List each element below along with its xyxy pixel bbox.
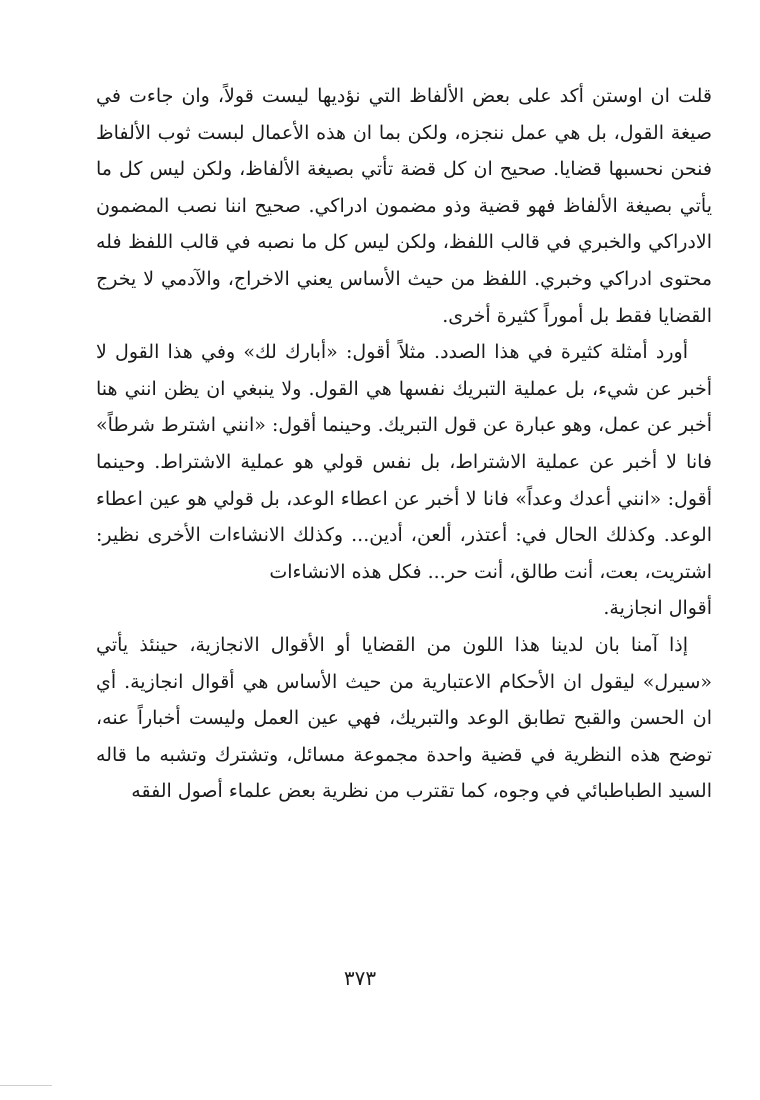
paragraph-4: إذا آمنا بان لدينا هذا اللون من القضايا أو الأقوال الانجازية، حينئذ يأتي «سيرل» ليقول ان الأحكام الاعتبارية من حيث الأساس هي أقوال انجازية. أي ان الحسن والقبح تطابق الوعد والتبريك، فهي عين العمل وليست أخباراً عنه، توضح هذه النظرية في قضية واحدة مجموعة مسائل، وتشترك وتشبه ما قاله السيد الطباطبائي في وجوه، كما تقترب من نظرية بعض علماء أصول الفقه bbox=[96, 633, 712, 803]
paragraph-2: أورد أمثلة كثيرة في هذا الصدد. مثلاً أقول: «أبارك لك» وفي هذا القول لا أخبر عن شيء، بل عملية التبريك نفسها هي القول. ولا ينبغي ان يظن انني هنا أخبر عن عمل، وهو عبارة عن قول التبريك. وحينما أقول: «انني اشترط شرطاً» فانا لا أخبر عن عملية الاشتراط، بل نفس قولي هو عملية الاشتراط. وحينما أقول: «انني أعدك وعداً» فانا لا أخبر عن اعطاء الوعد، بل قولي هو عين اعطاء الوعد. وكذلك الحال في: أعتذر، ألعن، أدين... وكذلك الانشاءات الأخرى نظير: اشتريت، بعت، أنت طالق، أنت حر... فكل هذه الانشاءات bbox=[96, 341, 712, 583]
paragraph-3: أقوال انجازية. bbox=[603, 597, 712, 620]
page-number: ٣٧٣ bbox=[343, 966, 377, 990]
page-body bbox=[96, 78, 712, 810]
scan-edge-line bbox=[0, 1085, 52, 1086]
paragraph-1: قلت ان اوستن أكد على بعض الألفاظ التي نؤديها ليست قولاً، وان جاءت في صيغة القول، بل هي عمل ننجزه، ولكن بما ان هذه الأعمال لبست ثوب الألفاظ فنحن نحسبها قضايا. صحيح ان كل قضة تأتي بصيغة الألفاظ، ولكن ليس كل ما يأتي بصيغة الألفاظ فهو قضية وذو مضمون ادراكي. صحيح اننا نصب المضمون الادراكي والخبري في قالب اللفظ، ولكن ليس كل ما نصبه في قالب اللفظ فله محتوى ادراكي وخبري. اللفظ من حيث الأساس يعني الاخراج، والآدمي لا يخرج القضايا فقط بل أموراً كثيرة أخرى. bbox=[96, 85, 712, 327]
